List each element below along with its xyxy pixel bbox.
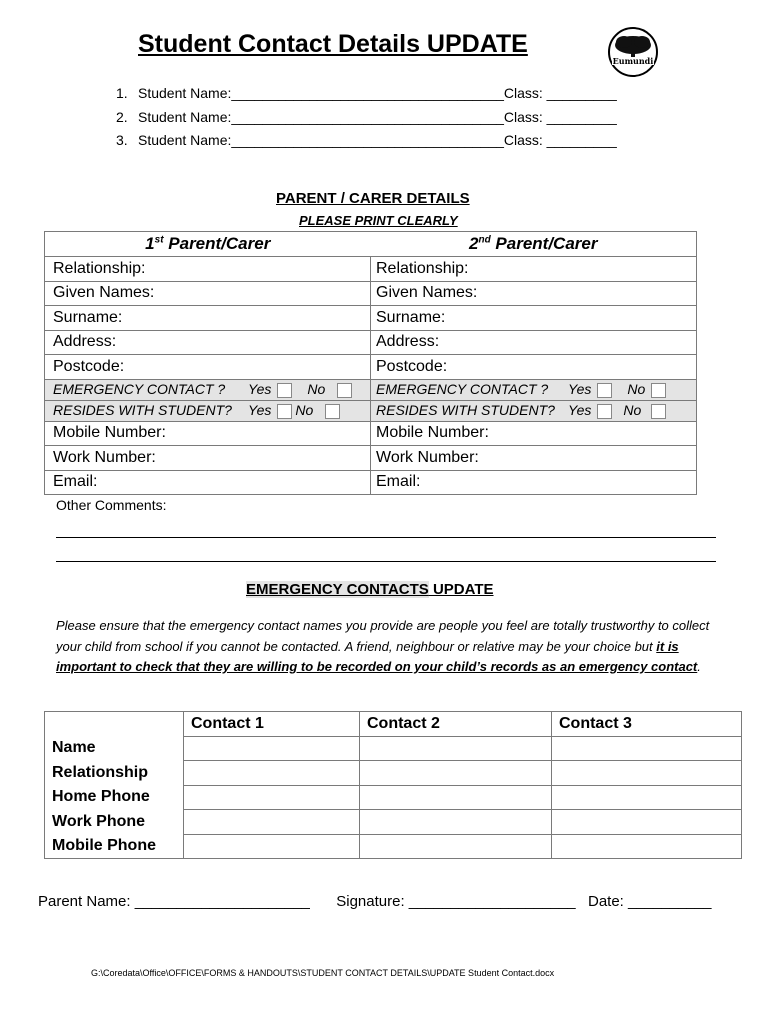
contact-1-header: Contact 1	[184, 712, 360, 737]
contacts-corner	[45, 712, 184, 737]
parent2-address[interactable]: Address:	[371, 330, 697, 355]
parent2-emergency-contact: EMERGENCY CONTACT ? Yes No	[371, 379, 697, 400]
signature-row	[38, 893, 711, 910]
emergency-contacts-table	[44, 711, 742, 859]
contact-3-header: Contact 3	[552, 712, 742, 737]
contact-2-relationship[interactable]	[360, 761, 552, 786]
parent1-resides-with-student: RESIDES WITH STUDENT? Yes No	[45, 400, 371, 421]
parent1-postcode[interactable]: Postcode:	[45, 355, 371, 380]
parent1-resides-yes-checkbox[interactable]	[277, 404, 292, 419]
row-label-mobile-phone: Mobile Phone	[45, 834, 184, 859]
parent2-header: 2nd Parent/Carer	[371, 232, 697, 257]
contact-3-name[interactable]	[552, 736, 742, 761]
student-row-1[interactable]: 1. Student Name:___________________________________Class: _________	[116, 85, 617, 101]
contact-1-work-phone[interactable]	[184, 810, 360, 835]
parent1-address[interactable]: Address:	[45, 330, 371, 355]
parent1-email[interactable]: Email:	[45, 470, 371, 495]
contact-2-home-phone[interactable]	[360, 785, 552, 810]
parent2-resides-yes-checkbox[interactable]	[597, 404, 612, 419]
parent1-surname[interactable]: Surname:	[45, 306, 371, 331]
signature-field[interactable]: Signature: ____________________	[336, 893, 576, 910]
parent1-work-number[interactable]: Work Number:	[45, 446, 371, 471]
contact-1-relationship[interactable]	[184, 761, 360, 786]
parent2-emergency-no-checkbox[interactable]	[651, 383, 666, 398]
comments-line-1[interactable]	[56, 537, 716, 538]
parent1-given-names[interactable]: Given Names:	[45, 281, 371, 306]
contact-1-name[interactable]	[184, 736, 360, 761]
parent1-emergency-no-checkbox[interactable]	[337, 383, 352, 398]
emergency-section-title: EMERGENCY CONTACTS UPDATE	[246, 581, 494, 598]
parent2-mobile-number[interactable]: Mobile Number:	[371, 421, 697, 446]
parent-section-subtitle: PLEASE PRINT CLEARLY	[299, 213, 458, 228]
row-label-name: Name	[45, 736, 184, 761]
parent1-emergency-yes-checkbox[interactable]	[277, 383, 292, 398]
parent2-emergency-yes-checkbox[interactable]	[597, 383, 612, 398]
contact-2-mobile-phone[interactable]	[360, 834, 552, 859]
file-path-footer: G:\Coredata\Office\OFFICE\FORMS & HANDOUTS\STUDENT CONTACT DETAILS\UPDATE Student Contact.docx	[91, 968, 555, 978]
contact-3-mobile-phone[interactable]	[552, 834, 742, 859]
contact-2-header: Contact 2	[360, 712, 552, 737]
other-comments-label: Other Comments:	[56, 497, 167, 513]
parent2-resides-no-checkbox[interactable]	[651, 404, 666, 419]
emergency-instructions: Please ensure that the emergency contact names you provide are people you feel are totally trustworthy to collect your child from school if you cannot be contacted. A friend, neighbour or relative may be your choice but it is important to check that they are willing to be recorded on your child’s records as an emergency contact.	[56, 618, 710, 674]
row-label-relationship: Relationship	[45, 761, 184, 786]
row-label-work-phone: Work Phone	[45, 810, 184, 835]
parent1-relationship[interactable]: Relationship:	[45, 257, 371, 282]
contact-1-mobile-phone[interactable]	[184, 834, 360, 859]
parent1-emergency-contact: EMERGENCY CONTACT ? Yes No	[45, 379, 371, 400]
parent-name-field[interactable]: Parent Name: _____________________	[38, 893, 310, 910]
student-row-3[interactable]: 3. Student Name:___________________________________Class: _________	[116, 132, 617, 148]
school-logo	[606, 26, 660, 78]
contact-3-home-phone[interactable]	[552, 785, 742, 810]
student-list	[116, 82, 617, 153]
page-title: Student Contact Details UPDATE	[138, 30, 528, 58]
contact-2-name[interactable]	[360, 736, 552, 761]
comments-line-2[interactable]	[56, 561, 716, 562]
parent2-surname[interactable]: Surname:	[371, 306, 697, 331]
parent1-header: 1st Parent/Carer	[45, 232, 371, 257]
row-label-home-phone: Home Phone	[45, 785, 184, 810]
logo-text: Eumundi	[612, 56, 654, 66]
parent2-resides-with-student: RESIDES WITH STUDENT? Yes No	[371, 400, 697, 421]
parent2-email[interactable]: Email:	[371, 470, 697, 495]
parent2-given-names[interactable]: Given Names:	[371, 281, 697, 306]
student-row-2[interactable]: 2. Student Name:___________________________________Class: _________	[116, 108, 617, 125]
contact-3-relationship[interactable]	[552, 761, 742, 786]
parent-section-title: PARENT / CARER DETAILS	[276, 190, 470, 207]
contact-2-work-phone[interactable]	[360, 810, 552, 835]
date-field[interactable]: Date: __________	[588, 893, 712, 910]
parent-carer-table	[44, 231, 697, 495]
contact-3-work-phone[interactable]	[552, 810, 742, 835]
parent2-work-number[interactable]: Work Number:	[371, 446, 697, 471]
parent2-postcode[interactable]: Postcode:	[371, 355, 697, 380]
parent1-mobile-number[interactable]: Mobile Number:	[45, 421, 371, 446]
parent2-relationship[interactable]: Relationship:	[371, 257, 697, 282]
contact-1-home-phone[interactable]	[184, 785, 360, 810]
parent1-resides-no-checkbox[interactable]	[325, 404, 340, 419]
